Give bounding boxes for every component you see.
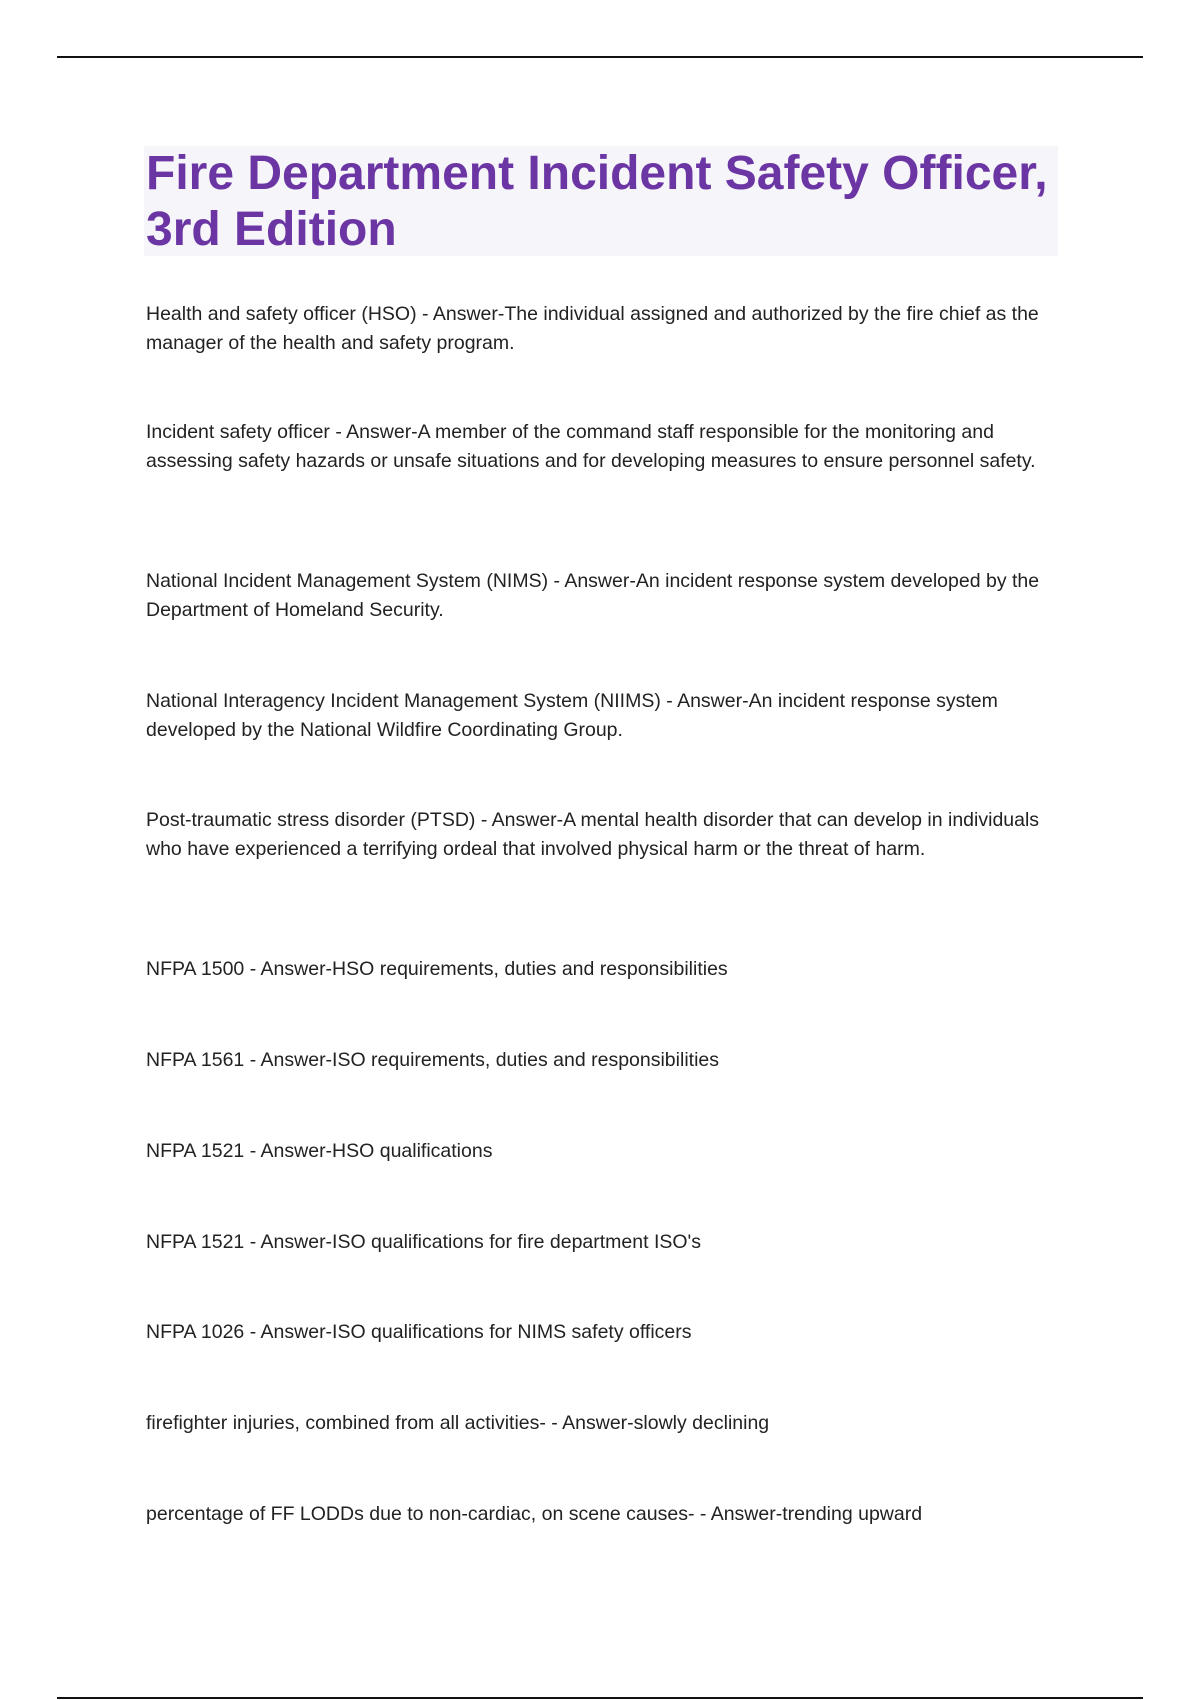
qa-entry: National Interagency Incident Management System (NIIMS) - Answer-An incident response system developed by the National Wildfire Coordinating Group. bbox=[146, 690, 998, 741]
qa-entry: NFPA 1500 - Answer-HSO requirements, duties and responsibilities bbox=[146, 958, 728, 980]
qa-entry: percentage of FF LODDs due to non-cardiac, on scene causes- - Answer-trending upward bbox=[146, 1503, 923, 1525]
qa-entry: Incident safety officer - Answer-A member of the command staff responsible for the monitoring and assessing safety hazards or unsafe situations and for developing measures to ensure personnel safety. bbox=[146, 421, 1036, 472]
qa-entry: NFPA 1521 - Answer-ISO qualifications for fire department ISO's bbox=[146, 1231, 702, 1253]
title-block bbox=[144, 146, 1058, 256]
qa-entry: Health and safety officer (HSO) - Answer-The individual assigned and authorized by the fire chief as the manager of the health and safety program. bbox=[146, 303, 1039, 354]
bottom-rule bbox=[57, 1697, 1143, 1699]
qa-entry: National Incident Management System (NIMS) - Answer-An incident response system developed by the Department of Homeland Security. bbox=[146, 570, 1040, 621]
top-rule bbox=[57, 56, 1143, 58]
qa-entry: Post-traumatic stress disorder (PTSD) - Answer-A mental health disorder that can develop in individuals who have experienced a terrifying ordeal that involved physical harm or the threat of harm. bbox=[146, 809, 1040, 860]
qa-entry: NFPA 1026 - Answer-ISO qualifications for NIMS safety officers bbox=[146, 1321, 692, 1343]
qa-entry: NFPA 1561 - Answer-ISO requirements, duties and responsibilities bbox=[146, 1049, 719, 1071]
qa-entry: NFPA 1521 - Answer-HSO qualifications bbox=[146, 1140, 493, 1162]
document-title: Fire Department Incident Safety Officer, 3rd Edition bbox=[146, 147, 1048, 256]
qa-entry: firefighter injuries, combined from all activities- - Answer-slowly declining bbox=[146, 1412, 770, 1434]
